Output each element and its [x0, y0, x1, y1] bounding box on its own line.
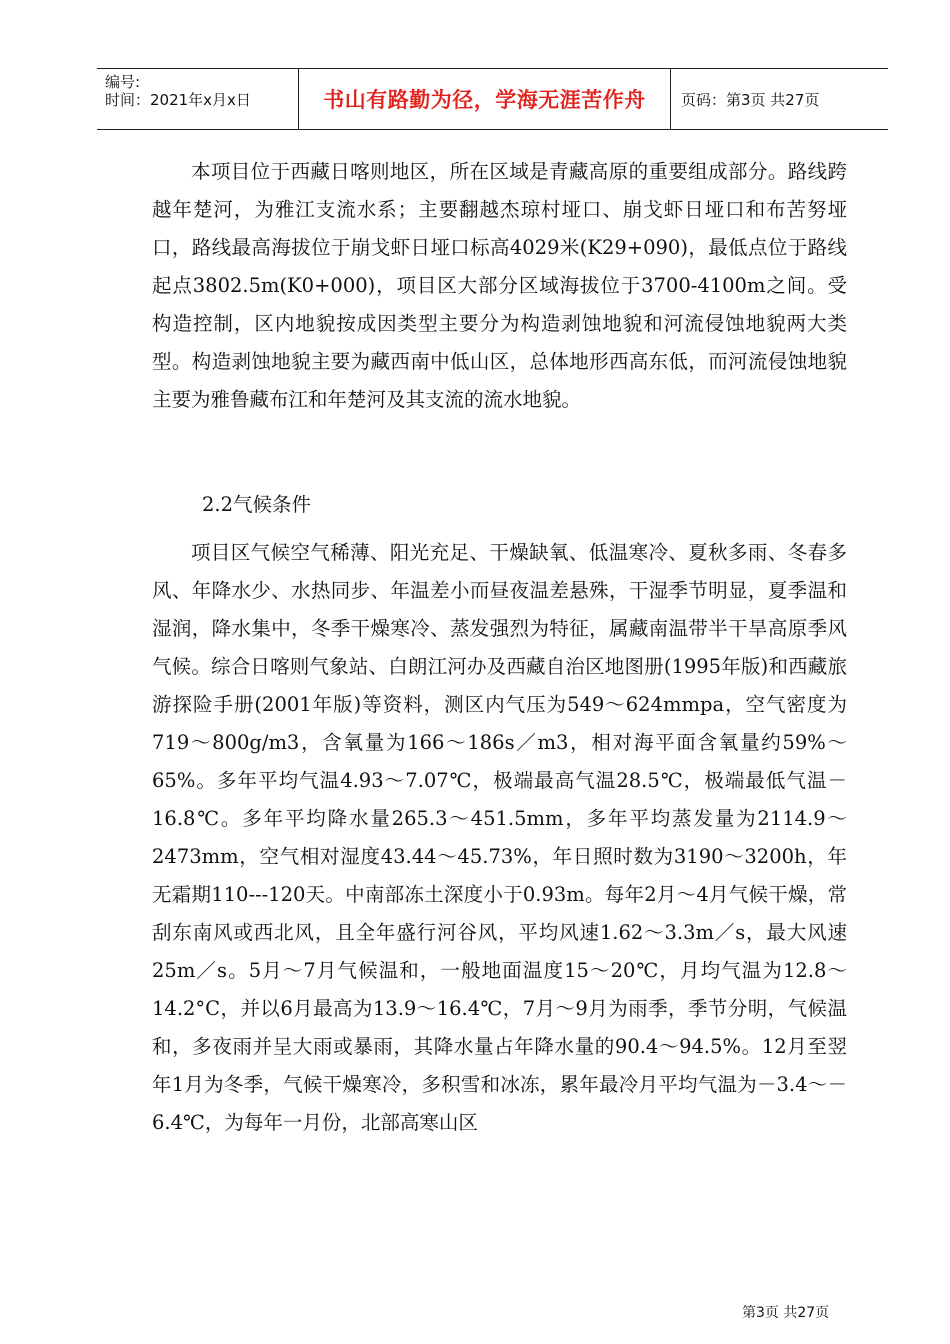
- header-meta-cell: [97, 69, 299, 129]
- paragraph-climate: 项目区气候空气稀薄、阳光充足、干燥缺氧、低温寒冷、夏秋多雨、冬春多风、年降水少、水热同步、年温差小而昼夜温差悬殊，干湿季节明显，夏季温和湿润，降水集中，冬季干燥寒冷、蒸发强烈为特征，属藏南温带半干旱高原季风气候。综合日喀则气象站、白朗江河办及西藏自治区地图册(1995年版)和西藏旅游探险手册(2001年版)等资料，测区内气压为549～624mmpa，空气密度为719～800g/m3，含氧量为166～186s／m3，相对海平面含氧量约59%～65%。多年平均气温4.93～7.07℃，极端最高气温28.5℃，极端最低气温－16.8℃。多年平均降水量265.3～451.5mm，多年平均蒸发量为2114.9～2473mm，空气相对湿度43.44～45.73%，年日照时数为3190～3200h，年无霜期110---120天。中南部冻土深度小于0.93m。每年2月～4月气候干燥，常刮东南风或西北风，且全年盛行河谷风，平均风速1.62～3.3m／s，最大风速25m／s。5月～7月气候温和，一般地面温度15～20℃，月均气温为12.8～14.2°C，并以6月最高为13.9～16.4℃，7月～9月为雨季，季节分明，气候温和，多夜雨并呈大雨或暴雨，其降水量占年降水量的90.4～94.5%。12月至翌年1月为冬季，气候干燥寒冷，多积雪和冰冻，累年最冷月平均气温为－3.4～－6.4℃，为每年一月份，北部高寒山区: [152, 541, 847, 1134]
- page-footer: [742, 1302, 829, 1322]
- document-number-label: 编号:: [105, 73, 141, 91]
- body-section-climate: [152, 534, 847, 1142]
- header-page-number: 页码：第3页 共27页: [681, 90, 820, 109]
- footer-page-number: 第3页 共27页: [742, 1305, 830, 1321]
- section-heading-climate: 2.2气候条件: [202, 493, 312, 516]
- document-date: 时间：2021年x月x日: [105, 91, 251, 109]
- header-motto-cell: [299, 69, 671, 129]
- body-section-terrain: [152, 153, 847, 419]
- header-motto: 书山有路勤为径，学海无涯苦作舟: [323, 88, 646, 112]
- page-header: [97, 68, 888, 130]
- body-section-climate-heading: [152, 486, 847, 524]
- paragraph-terrain: 本项目位于西藏日喀则地区，所在区域是青藏高原的重要组成部分。路线跨越年楚河，为雅江支流水系；主要翻越杰琼村垭口、崩戈虾日垭口和布苦努垭口，路线最高海拔位于崩戈虾日垭口标高4029米(K29+090)，最低点位于路线起点3802.5m(K0+000)，项目区大部分区域海拔位于3700-4100m之间。受构造控制，区内地貌按成因类型主要分为构造剥蚀地貌和河流侵蚀地貌两大类型。构造剥蚀地貌主要为藏西南中低山区，总体地形西高东低，而河流侵蚀地貌主要为雅鲁藏布江和年楚河及其支流的流水地貌。: [152, 160, 847, 411]
- header-page-cell: [671, 69, 888, 129]
